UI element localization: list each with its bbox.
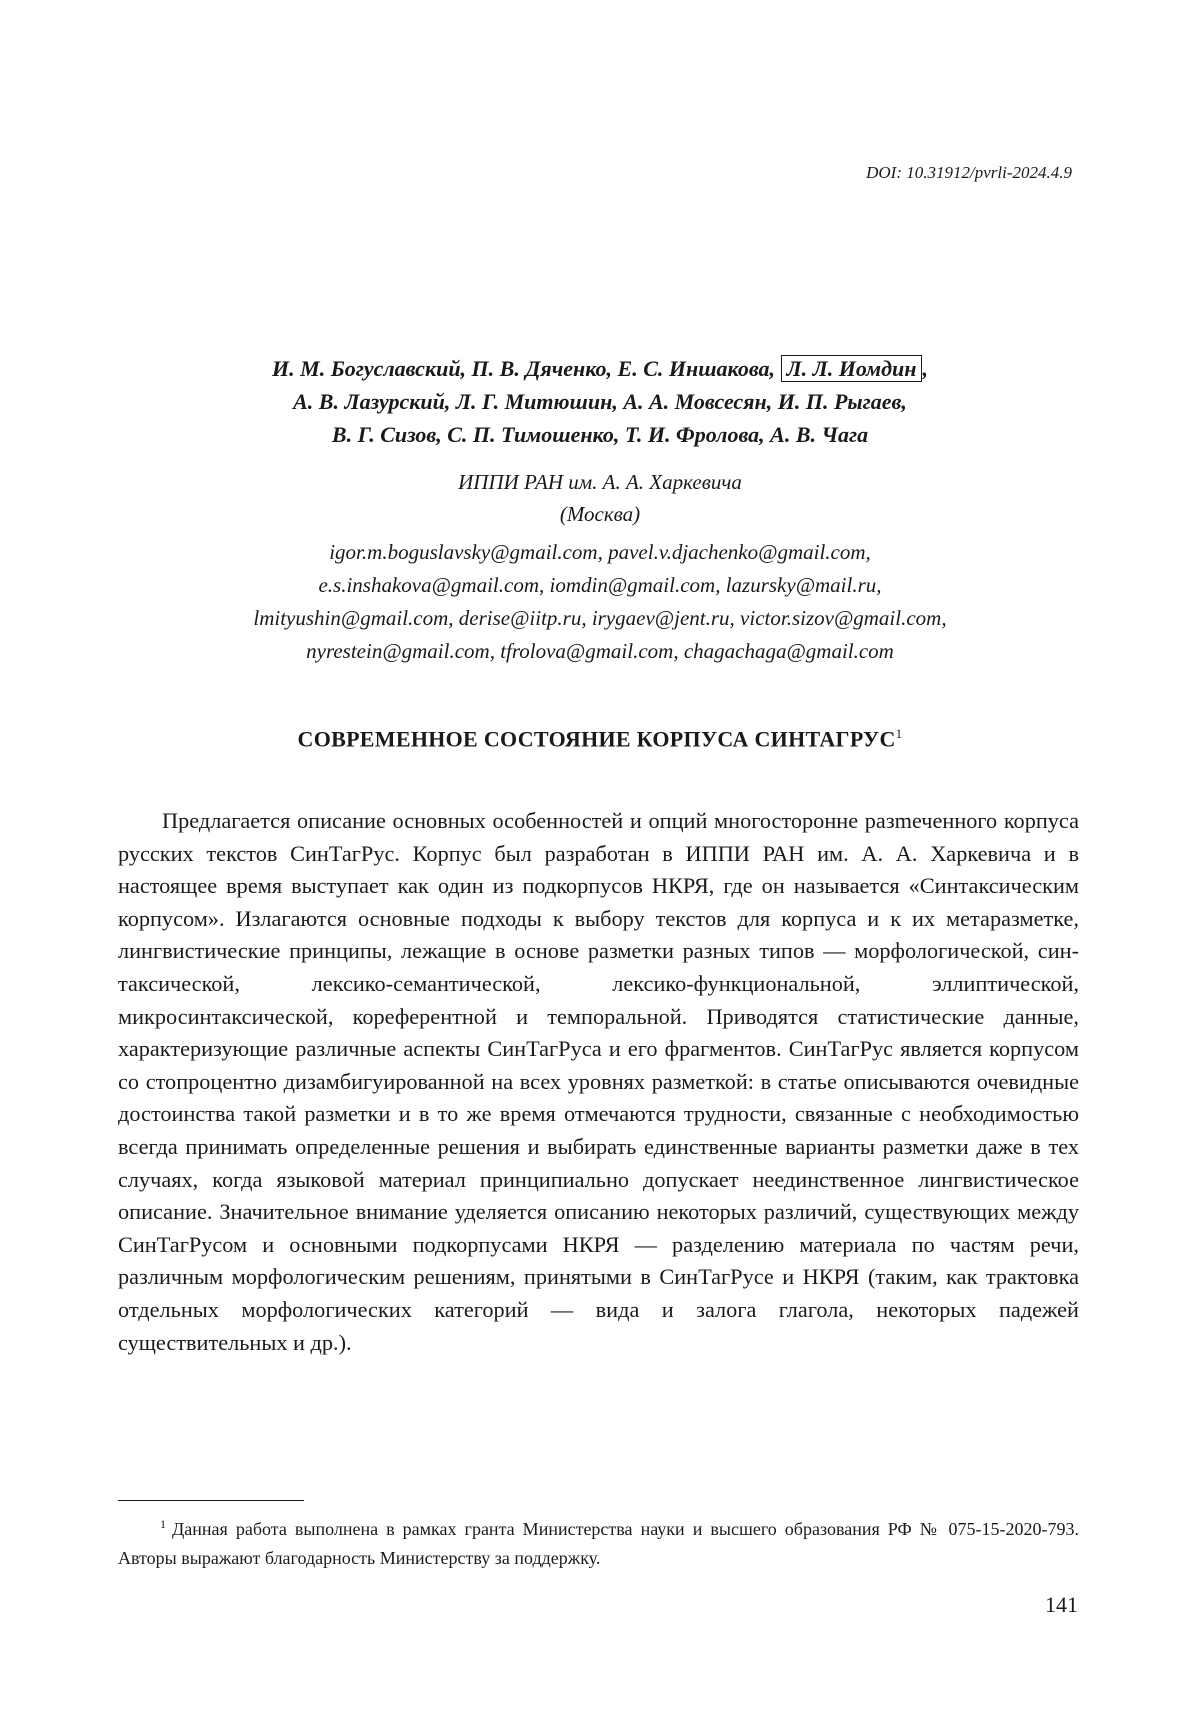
email-line: nyrestein@gmail.com, tfrolova@gmail.com, chagachaga@gmail.com — [306, 639, 894, 663]
author-line-2: А. В. Лазурский, Л. Г. Митюшин, А. А. Мовсесян, И. П. Рыгаев, — [293, 389, 907, 414]
author-line-1 — [150, 352, 1050, 385]
footnote-text: Данная работа выполнена в рамках гранта Министерства науки и высшего образования РФ № 075-15-2020-793. Авторы выражают благодарность Министерству за поддержку. — [118, 1519, 1079, 1568]
affiliation-institute: ИППИ РАН им. А. А. Харкевича — [458, 470, 742, 494]
page-number: 141 — [1045, 1592, 1078, 1617]
abstract: Предлагается описание основных особенностей и опций многосторонне разmеченного корпуса русских текстов СинТагРус. Корпус был разработан в ИППИ РАН им. А. А. Харкевича и в настоящее время выступает как один из подкорпусов НКРЯ, где он называется «Синтаксическим корпусом». Излагаются основные подходы к выбору текстов для корпуса и к их метаразметке, лингвистические принципы, лежащие в основе разметки разных типов — морфологической, синтаксической, лексико-семантической, лексико-функциональной, эллиптической, микросинтаксической, кореферентной и темпоральной. Приводятся статистические данные, характеризующие различные аспекты СинТагРуса и его фрагментов. СинТагРус является корпусом со стопроцентно дизамбигуированной на всех уровнях разметкой: в статье описываются очевидные достоинства такой разметки и в то же время отмечаются трудности, связанные с необходимостью всегда принимать определенные решения и выбирать единственные варианты разметки даже в тех случаях, когда языковой материал принципиально допускает неединственное лингвистическое описание. Значительное внимание уделяется описанию некоторых различий, существующих между СинТагРусом и основными подкорпусами НКРЯ — разделению материала по частям речи, различным морфологическим решениям, принятыми в СинТагРусе и НКРЯ (таким, как трактовка отдельных морфологических категорий — вида и залога глагола, некоторых падежей существительных и др.). — [118, 808, 1079, 1355]
affiliation-city: (Москва) — [559, 502, 641, 526]
footnote — [118, 1510, 1079, 1573]
author-list — [150, 352, 1050, 451]
title-footnote-mark: 1 — [895, 726, 903, 741]
email-line: igor.m.boguslavsky@gmail.com, pavel.v.djachenko@gmail.com, — [329, 540, 871, 564]
footnote-divider — [118, 1500, 304, 1501]
article-title — [120, 726, 1080, 752]
author-line-3: В. Г. Сизов, С. П. Тимошенко, Т. И. Фролова, А. В. Чага — [331, 422, 869, 447]
article-title-text: СОВРЕМЕННОЕ СОСТОЯНИЕ КОРПУСА СИНТАГРУС — [297, 726, 896, 752]
boxed-author: Л. Л. Иомдин — [781, 355, 923, 382]
authors-line1-comma: , — [922, 356, 928, 381]
email-line: e.s.inshakova@gmail.com, iomdin@gmail.com, lazursky@mail.ru, — [318, 573, 882, 597]
affiliation — [150, 466, 1050, 530]
email-list — [120, 536, 1080, 668]
email-line: lmityushin@gmail.com, derise@iitp.ru, irygaev@jent.ru, victor.sizov@gmail.com, — [253, 606, 947, 630]
doi: DOI: 10.31912/pvrli-2024.4.9 — [866, 163, 1072, 182]
footnote-mark: 1 — [160, 1517, 166, 1531]
authors-line1-text: И. М. Богуславский, П. В. Дяченко, Е. С. Иншакова, — [272, 356, 776, 381]
